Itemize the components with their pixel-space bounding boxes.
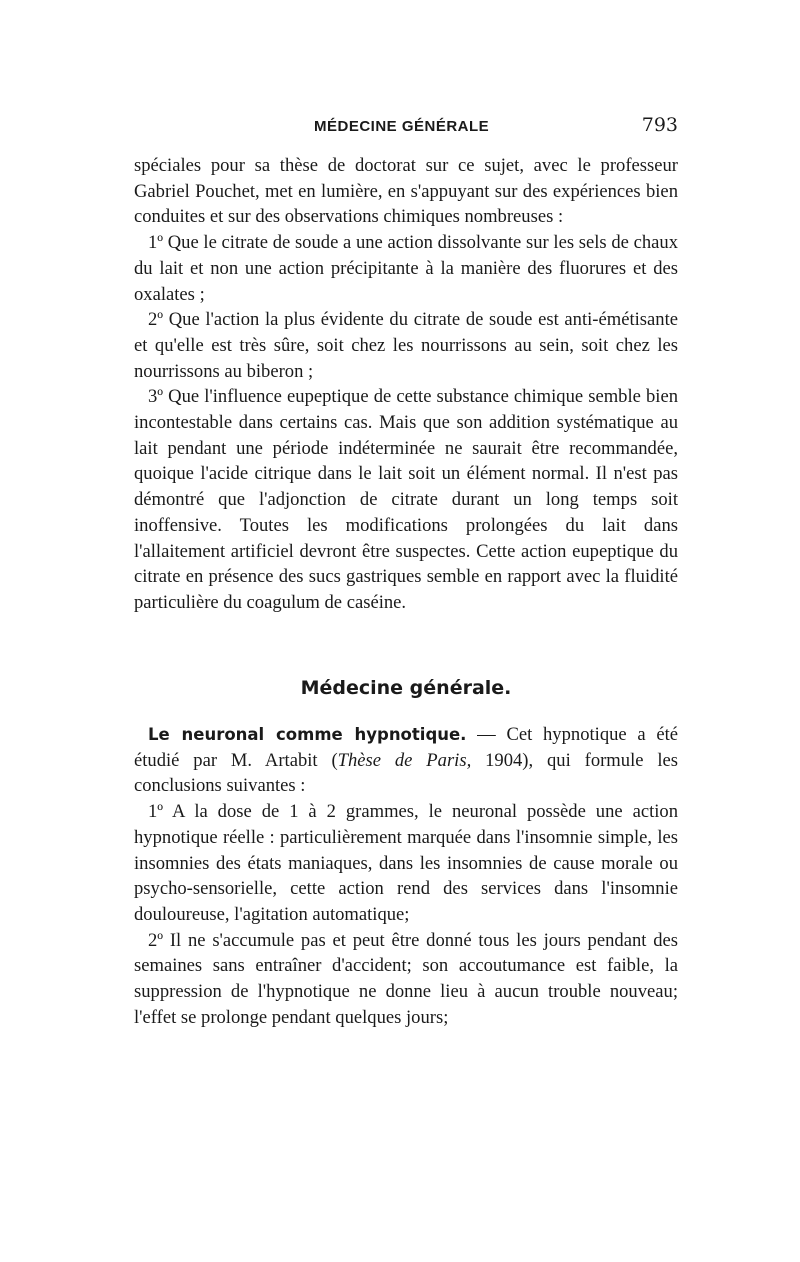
page-number: 793: [641, 114, 678, 136]
thesis-citation: Thèse de Paris,: [337, 749, 472, 771]
citrate-text-block: [134, 153, 678, 616]
citrate-conclusion-1: 1º Que le citrate de soude a une action dissolvante sur les sels de chaux du lait et non une action précipitante à la manière des fluorures et des oxalates ;: [134, 232, 678, 305]
article-intro-after-citation: 1904), qui formule les conclusions suivantes :: [134, 749, 679, 797]
article-intro-paragraph: [134, 722, 678, 799]
neuronal-conclusion-2: 2º Il ne s'accumule pas et peut être donné tous les jours pendant des semaines sans entraîner d'accident; son accoutumance est faible, la suppression de l'hypnotique ne donne lieu à aucun trouble nouveau; l'effet se prolonge pendant quelques jours;: [134, 929, 678, 1028]
intro-paragraph: spéciales pour sa thèse de doctorat sur ce sujet, avec le professeur Gabriel Pouchet, met en lumière, en s'appuyant sur des expériences bien conduites et sur des observations chimiques nombreuses :: [134, 155, 678, 228]
section-heading: Médecine générale.: [300, 677, 512, 699]
article-intro-before-citation: — Cet hypnotique a été étudié par M. Artabit (: [134, 724, 679, 771]
citrate-conclusion-3: 3º Que l'influence eupeptique de cette substance chimique semble bien incontestable dans certains cas. Mais que son addition systématique au lait pendant une période indéterminée ne saurait être recommandée, quoique l'acide citrique dans le lait soit un élément normal. Il n'est pas démontré que l'adjonction de citrate durant un long temps soit inoffensive. Toutes les modifications prolongées du lait dans l'allaitement artificiel devront être suspectes. Cette action eupeptique du citrate en présence des sucs gastriques semble en rapport avec la fluidité particulière du coagulum de caséine.: [134, 386, 678, 613]
neuronal-conclusion-1: 1º A la dose de 1 à 2 grammes, le neuronal possède une action hypnotique réelle : particulièrement marquée dans l'insomnie simple, les insomnies des états maniaques, dans les insomnies de cause morale ou psycho-sensorielle, cette action rend des services dans l'insomnie douloureuse, l'agitation automatique;: [134, 801, 678, 925]
citrate-conclusion-2: 2º Que l'action la plus évidente du citrate de soude est anti-émétisante et qu'elle est très sûre, soit chez les nourrissons au sein, soit chez les nourrissons au biberon ;: [134, 309, 678, 382]
neuronal-text-block: [134, 722, 678, 1030]
running-head: [134, 114, 678, 140]
running-title: MÉDECINE GÉNÉRALE: [314, 118, 490, 135]
article-title: Le neuronal comme hypnotique.: [148, 725, 467, 744]
